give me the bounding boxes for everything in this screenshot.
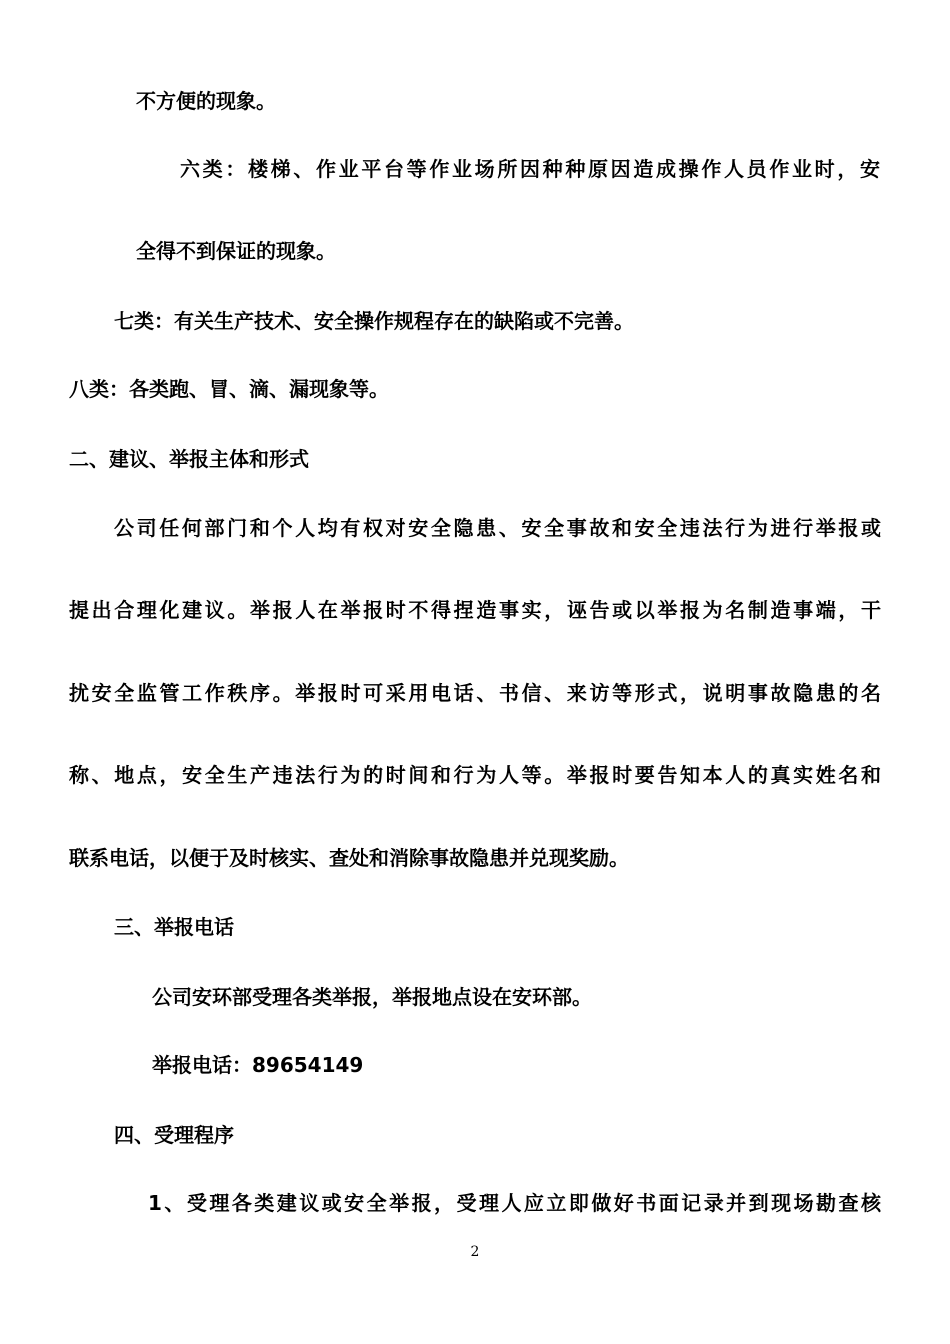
category-six-text: 六类：楼梯、作业平台等作业场所因种种原因造成操作人员作业时，安	[180, 157, 880, 181]
page-number: 2	[470, 1244, 480, 1260]
procedure-step-one: 1、受理各类建议或安全举报，受理人应立即做好书面记录并到现场勘查核	[148, 1191, 881, 1215]
paragraph-line: 提出合理化建议。举报人在举报时不得捏造事实，诬告或以举报为名制造事端，干	[69, 598, 881, 622]
paragraph-line: 联系电话，以便于及时核实、查处和消除事故隐患并兑现奖励。	[69, 846, 629, 870]
continuation-text: 不方便的现象。	[136, 89, 276, 113]
category-six-continuation: 全得不到保证的现象。	[136, 239, 336, 263]
category-seven-text: 七类：有关生产技术、安全操作规程存在的缺陷或不完善。	[114, 309, 634, 333]
category-eight-text: 八类：各类跑、冒、滴、漏现象等。	[69, 377, 389, 401]
section-heading-three: 三、举报电话	[114, 915, 234, 939]
report-phone-text: 举报电话：89654149	[152, 1053, 364, 1077]
report-location-text: 公司安环部受理各类举报，举报地点设在安环部。	[152, 985, 592, 1009]
paragraph-line: 公司任何部门和个人均有权对安全隐患、安全事故和安全违法行为进行举报或	[114, 516, 881, 540]
paragraph-line: 称、地点，安全生产违法行为的时间和行为人等。举报时要告知本人的真实姓名和	[69, 763, 881, 787]
section-heading-four: 四、受理程序	[114, 1123, 234, 1147]
paragraph-line: 扰安全监管工作秩序。举报时可采用电话、书信、来访等形式，说明事故隐患的名	[69, 681, 881, 705]
section-heading-two: 二、建议、举报主体和形式	[69, 447, 309, 471]
